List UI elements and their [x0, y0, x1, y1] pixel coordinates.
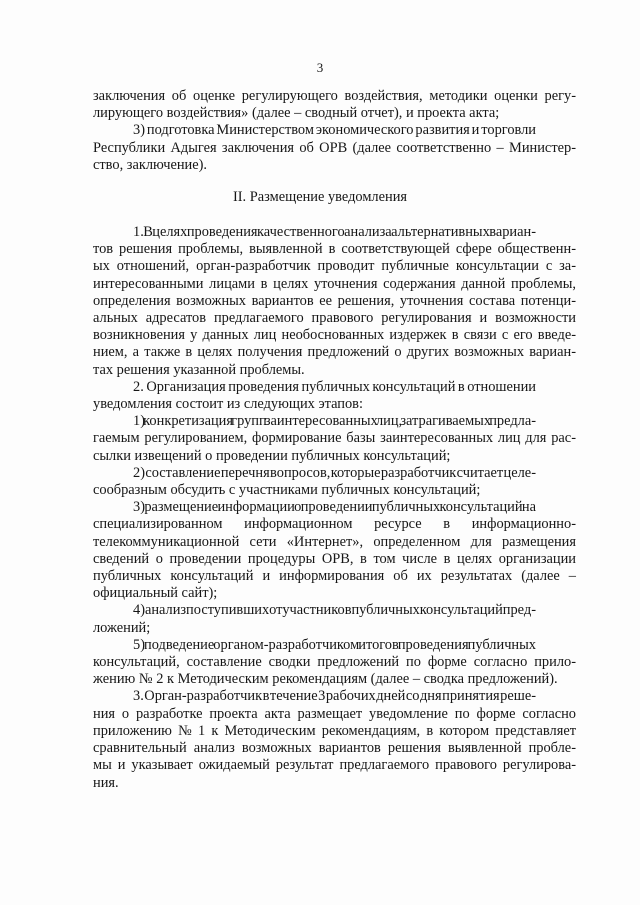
- paragraph-item-3: [93, 122, 576, 174]
- text-line: ния.: [93, 774, 119, 791]
- list-item-4: [93, 602, 576, 636]
- paragraph-continuation: [93, 88, 576, 122]
- page-number: 3: [316, 60, 324, 75]
- text-line: возникновения у данных лиц необоснованных издержек в связи с его введе-: [93, 327, 576, 344]
- list-item-3: [93, 499, 576, 602]
- text-line: консультаций, составление сводки предложений по форме согласно прило-: [93, 654, 576, 671]
- paragraph-3: [93, 688, 576, 791]
- text-line: специализированном информационном ресурсе в информационно-: [93, 516, 576, 533]
- paragraph-2: [93, 379, 576, 413]
- text-line: сообразным обсудить с участниками публичных консультаций;: [93, 482, 481, 499]
- text-line: публичных консультаций и информирования об их результатах (далее –: [93, 568, 576, 585]
- text-line: сылки извещений о проведении публичных консультаций;: [93, 447, 451, 464]
- text-line: тов решения проблемы, выявленной в соответствующей сфере общественн-: [93, 241, 576, 258]
- text-line: 1. В целях проведения качественного анализа альтернативных вариан-: [133, 224, 536, 240]
- text-line: заключения об оценке регулирующего воздействия, методики оценки регу-: [93, 88, 576, 104]
- text-line: 2) составление перечня вопросов, которые разработчик считает целе-: [133, 464, 536, 481]
- paragraph-1: [93, 224, 576, 379]
- text-line: Республики Адыгея заключения об ОРВ (далее соответственно – Министер-: [93, 139, 576, 156]
- text-line: ых отношений, орган-разработчик проводит публичные консультации с за-: [93, 258, 576, 275]
- text-line: 2. Организация проведения публичных консультаций в отношении: [133, 378, 536, 395]
- text-line: 4) анализ поступивших от участников публичных консультаций пред-: [133, 602, 536, 619]
- text-line: интересованными лицами в целях уточнения содержания данной проблемы,: [93, 275, 576, 292]
- text-line: альных адресатов предлагаемого правового регулирования и возможности: [93, 310, 576, 327]
- text-line: определения возможных вариантов ее решения, уточнения состава потенци-: [93, 292, 576, 309]
- section-body: [93, 224, 576, 792]
- text-line: 3) размещение информации о проведении публичных консультаций на: [133, 499, 536, 516]
- text-line: гаемым регулированием, формирование базы заинтересованных лиц для рас-: [93, 430, 576, 447]
- text-line: телекоммуникационной сети «Интернет», определенном для размещения: [93, 533, 576, 550]
- text-line: тах решения указанной проблемы.: [93, 361, 305, 378]
- text-line: сравнительный анализ возможных вариантов решения выявленной пробле-: [93, 740, 576, 757]
- text-line: 3. Орган-разработчик в течение 3 рабочих дней со дня принятия реше-: [133, 688, 536, 705]
- text-line: ство, заключение).: [93, 156, 208, 173]
- text-line: нием, а также в целях получения предложений о других возможных вариан-: [93, 344, 576, 361]
- text-line: приложению № 1 к Методическим рекомендациям, в котором представляет: [93, 722, 576, 739]
- text-line: ния о разработке проекта акта размещает уведомление по форме согласно: [93, 705, 576, 722]
- list-item-5: [93, 637, 576, 689]
- list-item-2: [93, 465, 576, 499]
- text-line: 3) подготовка Министерством экономического развития и торговли: [133, 122, 536, 139]
- text-line: лирующего воздействия» (далее – сводный отчет), и проекта акта;: [93, 105, 500, 122]
- top-text: [93, 88, 576, 174]
- text-line: жению № 2 к Методическим рекомендациям (далее – сводка предложений).: [93, 671, 558, 688]
- text-line: сведений о проведении процедуры ОРВ, в том числе в целях организации: [93, 550, 576, 567]
- text-line: официальный сайт);: [93, 585, 218, 602]
- text-line: 1) конкретизация групп заинтересованных лиц, затрагиваемых предла-: [133, 413, 536, 430]
- text-line: 5) подведение органом-разработчиком итогов проведения публичных: [133, 636, 536, 653]
- text-line: мы и указывает ожидаемый результат предлагаемого правового регулирова-: [93, 757, 576, 774]
- text-line: ложений;: [93, 619, 151, 636]
- text-line: уведомления состоит из следующих этапов:: [93, 396, 363, 413]
- list-item-1: [93, 413, 576, 465]
- section-heading: II. Размещение уведомления: [232, 189, 408, 205]
